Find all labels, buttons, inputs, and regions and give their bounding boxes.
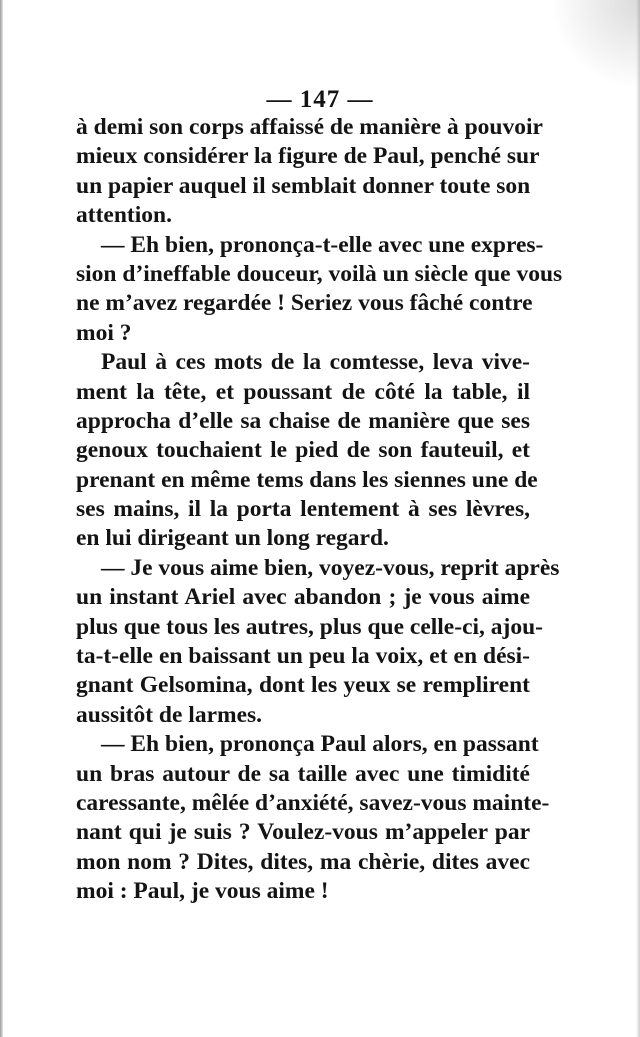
text-line: Paul à ces mots de la comtesse, leva vive- <box>101 349 530 376</box>
body-text <box>76 113 563 907</box>
text-line: en lui dirigeant un long regard. <box>76 525 389 552</box>
text-line: un bras autour de sa taille avec une timidité <box>76 760 530 787</box>
text-line: moi : Paul, je vous aime ! <box>76 878 329 905</box>
page-number: — 147 — <box>266 86 374 113</box>
text-line: ses mains, il la porta lentement à ses lèvres, <box>76 496 530 523</box>
text-line: à demi son corps affaissé de manière à pouvoir <box>76 114 543 140</box>
text-line: mieux considérer la figure de Paul, penché sur <box>76 143 540 170</box>
text-line: — Eh bien, prononça Paul alors, en passant <box>101 731 539 758</box>
text-line: genoux touchaient le pied de son fauteuil, et <box>76 437 530 464</box>
text-line: ta-t-elle en baissant un peu la voix, et en dési- <box>76 643 530 670</box>
text-line: sion d’ineffable douceur, voilà un siècle que vous <box>76 260 563 287</box>
text-line: gnant Gelsomina, dont les yeux se remplirent <box>76 672 530 699</box>
text-line: un papier auquel il semblait donner toute son <box>76 172 531 199</box>
text-line: un instant Ariel avec abandon ; je vous aime <box>76 584 530 611</box>
text-line: ment la tête, et poussant de côté la table, il <box>76 378 530 405</box>
text-line: moi ? <box>76 319 132 346</box>
text-line: mon nom ? Dites, dites, ma chèrie, dites avec <box>76 848 530 875</box>
page-left-edge-shadow <box>0 0 3 1037</box>
page-right-edge-shadow <box>636 0 640 1037</box>
text-line: — Je vous aime bien, voyez-vous, reprit après <box>101 554 560 581</box>
text-line: aussitôt de larmes. <box>76 701 263 728</box>
text-line: nant qui je suis ? Voulez-vous m’appeler par <box>76 819 530 846</box>
text-line: prenant en même tems dans les siennes une de <box>76 466 538 493</box>
page-corner-stain <box>550 0 640 90</box>
text-line: attention. <box>76 202 172 229</box>
text-line: plus que tous les autres, plus que celle-ci, ajou- <box>76 613 543 640</box>
text-line: ne m’avez regardée ! Seriez vous fâché contre <box>76 290 533 317</box>
text-line: caressante, mêlée d’anxiété, savez-vous mainte- <box>76 789 550 816</box>
text-line: — Eh bien, prononça-t-elle avec une expres- <box>101 231 544 258</box>
text-line: approcha d’elle sa chaise de manière que ses <box>76 407 530 434</box>
